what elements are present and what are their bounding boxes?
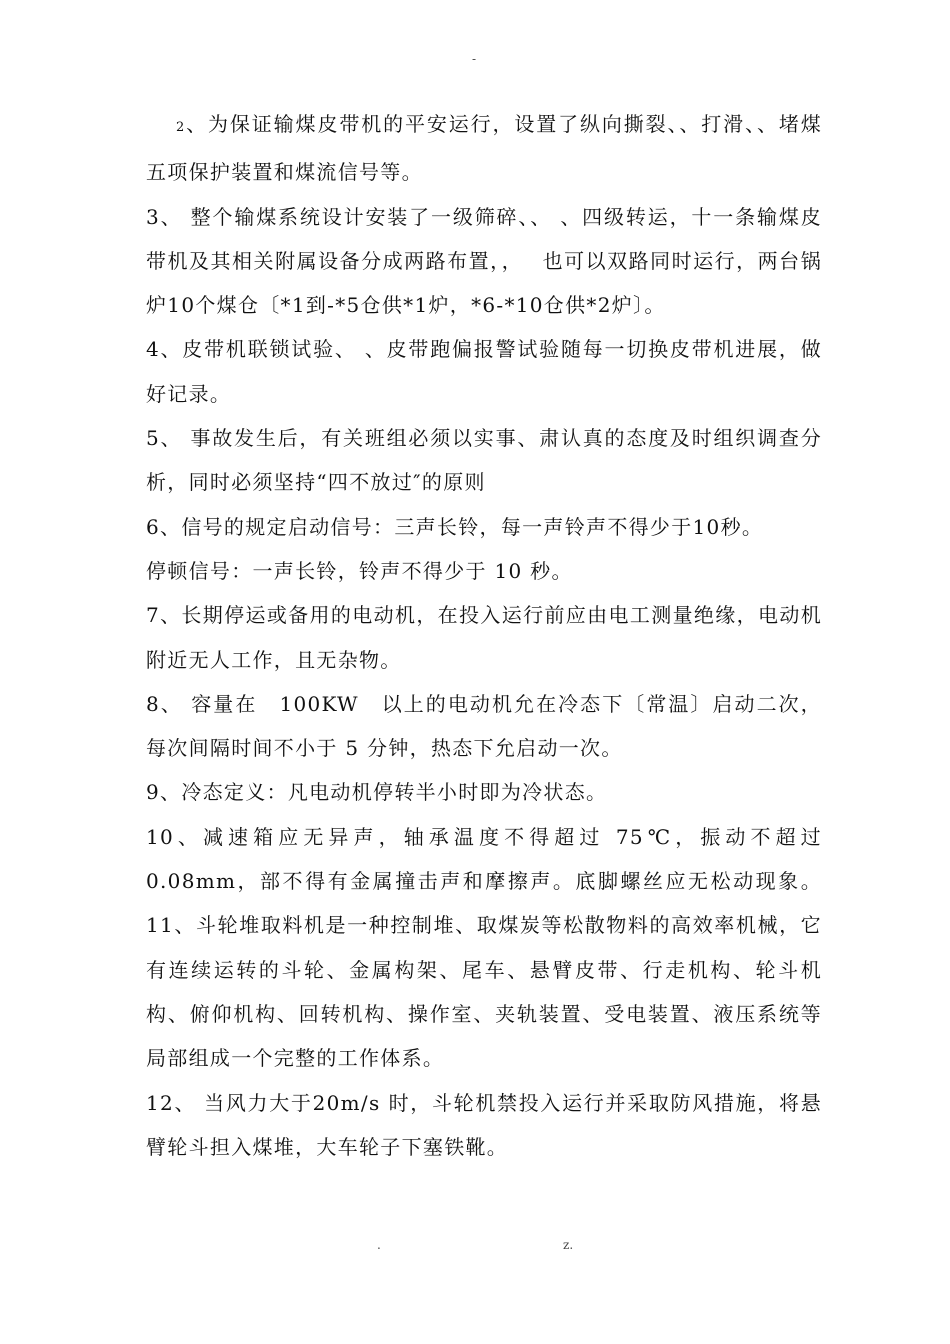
paragraph-7: 7、长期停运或备用的电动机，在投入运行前应由电工测量绝缘，电动机附近无人工作，且无杂物。 <box>146 603 822 672</box>
paragraph-5: 5、 事故发生后，有关班组必须以实事、肃认真的态度及时组织调查分析，同时必须坚持“四不放过″的原则 <box>146 426 822 495</box>
paragraph-6: 6、信号的规定启动信号：三声长铃，每一声铃声不得少于10秒。 <box>146 514 764 539</box>
paragraph-2 <box>146 102 822 195</box>
paragraph-text: 、为保证输煤皮带机的平安运行，设置了纵向撕裂、、打滑、、堵煤五项保护装置和煤流信号等。 <box>146 112 822 185</box>
body-text <box>146 102 822 1169</box>
paragraph-9: 9、冷态定义：凡电动机停转半小时即为冷状态。 <box>146 780 608 805</box>
paragraph-number: 2 <box>176 120 186 135</box>
paragraph-stop-signal: 停顿信号：一声长铃，铃声不得少于 10 秒。 <box>146 558 573 583</box>
paragraph-10-11: 10、减速箱应无异声，轴承温度不得超过 75℃，振动不超过 0.08mm，部不得有金属撞击声和摩擦声。底脚螺丝应无松动现象。11、斗轮堆取料机是一种控制堆、取煤炭等松散物料的高效率机械，它有连续运转的斗轮、金属构架、尾车、悬臂皮带、行走机构、轮斗机构、俯仰机构、回转机构、操作室、夹轨装置、受电装置、液压系统等局部组成一个完整的工作体系。 <box>146 824 822 1071</box>
paragraph-8: 8、 容量在 100KW 以上的电动机允在冷态下〔常温〕启动二次，每次间隔时间不小于 5 分钟，热态下允启动一次。 <box>146 691 822 761</box>
paragraph-4: 4、皮带机联锁试验、 、皮带跑偏报警试验随每一切换皮带机进展，做好记录。 <box>146 337 822 406</box>
footer-left-mark: . <box>377 1238 381 1252</box>
header-mark: - <box>472 52 477 66</box>
paragraph-3: 3、 整个输煤系统设计安装了一级筛碎、、 、四级转运，十一条输煤皮带机及其相关附属设备分成两路布置，， 也可以双路同时运行，两台锅炉10个煤仓〔*1到-*5仓供*1炉，*6-*10仓供*2炉〕。 <box>146 204 822 318</box>
footer-right-mark: z. <box>563 1238 574 1252</box>
paragraph-12: 12、 当风力大于20m/s 时，斗轮机禁投入运行并采取防风措施，将悬臂轮斗担入煤堆，大车轮子下塞铁靴。 <box>146 1090 822 1159</box>
